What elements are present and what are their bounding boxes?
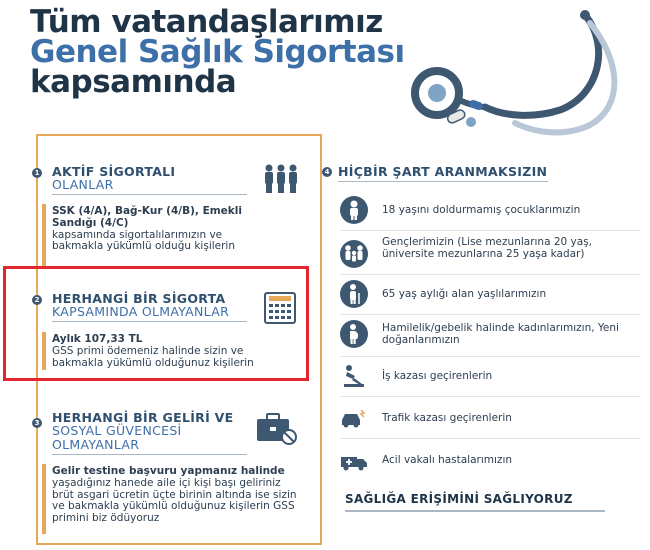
headline-line-1: Tüm vatandaşlarımız [30, 4, 383, 40]
list-item-text: Trafik kazası geçirenlerin [382, 412, 512, 424]
section-4-number: 4 [322, 167, 332, 177]
section-1-body-bold: SSK (4/A), Bağ-Kur (4/B), Emekli Sandığı (4/C) [52, 205, 242, 229]
work-accident-icon [340, 362, 368, 390]
section-3-subtitle: SOSYAL GÜVENCESİ OLMAYANLAR [52, 423, 182, 452]
section-2-subtitle: KAPSAMINDA OLMAYANLAR [52, 304, 230, 319]
section-4-title: HİÇBİR ŞART ARANMAKSIZIN [338, 164, 548, 179]
list-item [340, 280, 640, 310]
group-people-icon [262, 163, 300, 197]
headline-line-2: Genel Sağlık Sigortası [30, 34, 405, 70]
ambulance-icon [340, 446, 368, 474]
section-1-subtitle: OLANLAR [52, 177, 114, 192]
list-item-text: Gençlerimizin (Lise mezunlarına 20 yaş, üniversite mezunlarına 25 yaşa kadar) [382, 236, 593, 260]
section-1-body-text: kapsamında sigortalılarımızın ve bakmakla yükümlü olduğu kişilerin [52, 228, 236, 253]
family-icon [340, 240, 368, 268]
pregnant-icon [340, 320, 368, 348]
section-1-number: 1 [32, 168, 42, 178]
list-item [340, 404, 640, 434]
headline-line-3: kapsamında [30, 64, 237, 100]
elderly-icon [340, 280, 368, 308]
list-item [340, 236, 640, 270]
list-item-text: 65 yaş aylığı alan yaşlılarımızın [382, 288, 547, 300]
list-item-text: İş kazası geçirenlerin [382, 370, 493, 382]
list-item-text: Hamilelik/gebelik halinde kadınlarımızın, Yeni doğanlarımızın [382, 322, 619, 346]
section-2-number: 2 [32, 295, 42, 305]
stethoscope-icon [385, 5, 640, 140]
list-item [340, 320, 640, 350]
section-2-body-text: GSS primi ödemeniz halinde sizin ve bakmakla yükümlü olduğunuz kişilerin [52, 344, 254, 369]
list-item [340, 196, 640, 226]
list-item-text: Acil vakalı hastalarımızın [382, 454, 513, 466]
section-2-title: HERHANGİ BİR SİGORTA [52, 291, 226, 306]
calculator-icon [264, 292, 296, 324]
section-3-body [52, 466, 297, 525]
child-icon [340, 196, 368, 224]
list-item-text: 18 yaşını doldurmamış çocuklarımızin [382, 204, 581, 216]
list-item [340, 362, 640, 392]
footer-tagline: SAĞLIĞA ERİŞİMİNİ SAĞLIYORUZ [345, 492, 573, 506]
section-3-title: HERHANGİ BİR GELİRİ VE [52, 410, 234, 425]
section-1-title: AKTİF SİGORTALI [52, 164, 176, 179]
briefcase-no-icon [255, 410, 299, 446]
section-3-number: 3 [32, 418, 42, 428]
list-item [340, 446, 640, 476]
section-2-body-bold: Aylık 107,33 TL [52, 333, 143, 345]
car-crash-icon [340, 404, 368, 432]
section-3-body-text: yaşadığınız hanede aile içi kişi başı geliriniz brüt asgari ücretin üçte birinin altında ise sizin ve bakmakla yükümlü olduğunuz kişilerin GSS primini biz ödüyoruz [52, 476, 297, 525]
section-3-body-bold: Gelir testine başvuru yapmanız halinde [52, 465, 285, 477]
section-1-body [52, 206, 267, 253]
section-2-body [52, 334, 292, 369]
